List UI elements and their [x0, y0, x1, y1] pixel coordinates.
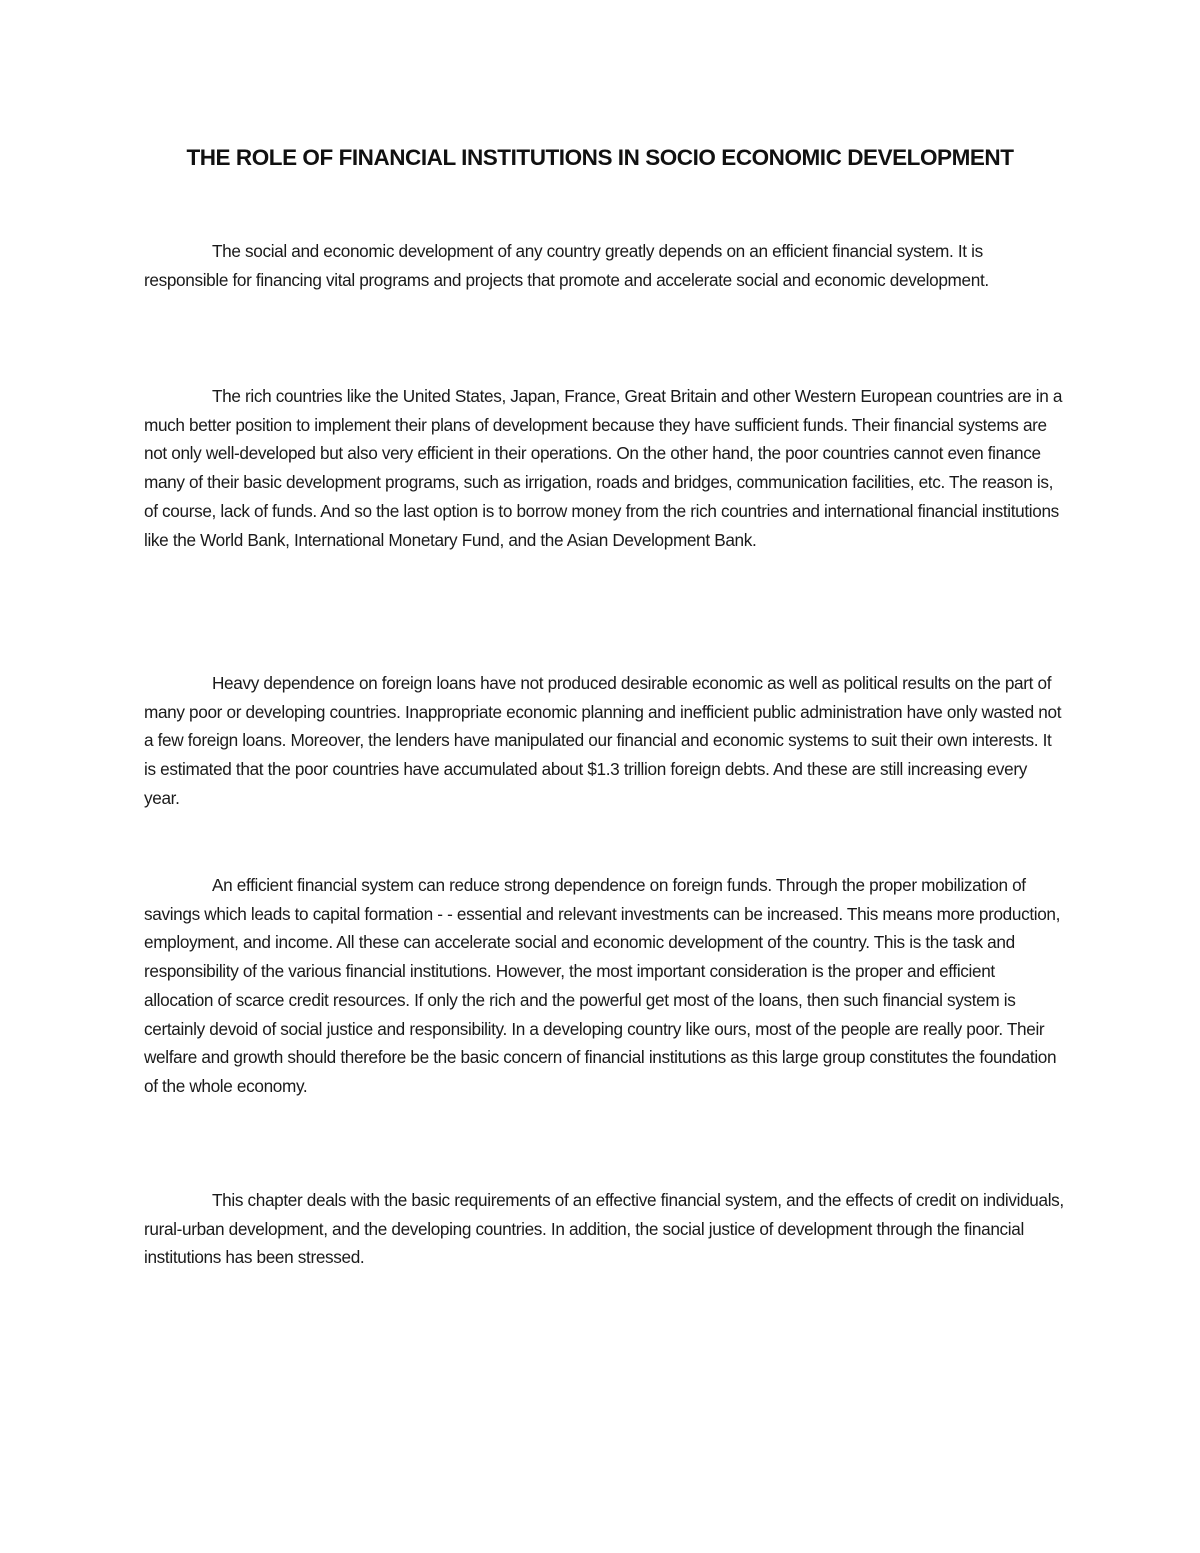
body-paragraph: An efficient financial system can reduce strong dependence on foreign funds. Through the proper mobilization of savings which leads to capital formation - - essential and relevant investments can be increased. This means more production, employment, and income. All these can accelerate social and economic development of the country. This is the task and responsibility of the various financial institutions. However, the most important consideration is the proper and efficient allocation of scarce credit resources. If only the rich and the powerful get most of the loans, then such financial system is certainly devoid of social justice and responsibility. In a developing country like ours, most of the people are really poor. Their welfare and growth should therefore be the basic concern of financial institutions as this large group constitutes the foundation of the whole economy.	[144, 875, 1061, 1096]
body-paragraph: Heavy dependence on foreign loans have not produced desirable economic as well as political results on the part of many poor or developing countries. Inappropriate economic planning and inefficient public administration have only wasted not a few foreign loans. Moreover, the lenders have manipulated our financial and economic systems to suit their own interests. It is estimated that the poor countries have accumulated about $1.3 trillion foreign debts. And these are still increasing every year.	[144, 673, 1062, 808]
body-paragraph: The rich countries like the United States, Japan, France, Great Britain and other Western European countries are in a much better position to implement their plans of development because they have sufficient funds. Their financial systems are not only well-developed but also very efficient in their operations. On the other hand, the poor countries cannot even finance many of their basic development programs, such as irrigation, roads and bridges, communication facilities, etc. The reason is, of course, lack of funds. And so the last option is to borrow money from the rich countries and international financial institutions like the World Bank, International Monetary Fund, and the Asian Development Bank.	[144, 386, 1063, 550]
document-title: THE ROLE OF FINANCIAL INSTITUTIONS IN SOCIO ECONOMIC DEVELOPMENT	[186, 145, 1014, 170]
body-paragraph: The social and economic development of any country greatly depends on an efficient financial system. It is responsible for financing vital programs and projects that promote and accelerate social and economic development.	[144, 241, 989, 290]
body-paragraph: This chapter deals with the basic requirements of an effective financial system, and the effects of credit on individuals, rural-urban development, and the developing countries. In addition, the social justice of development through the financial institutions has been stressed.	[144, 1190, 1064, 1268]
